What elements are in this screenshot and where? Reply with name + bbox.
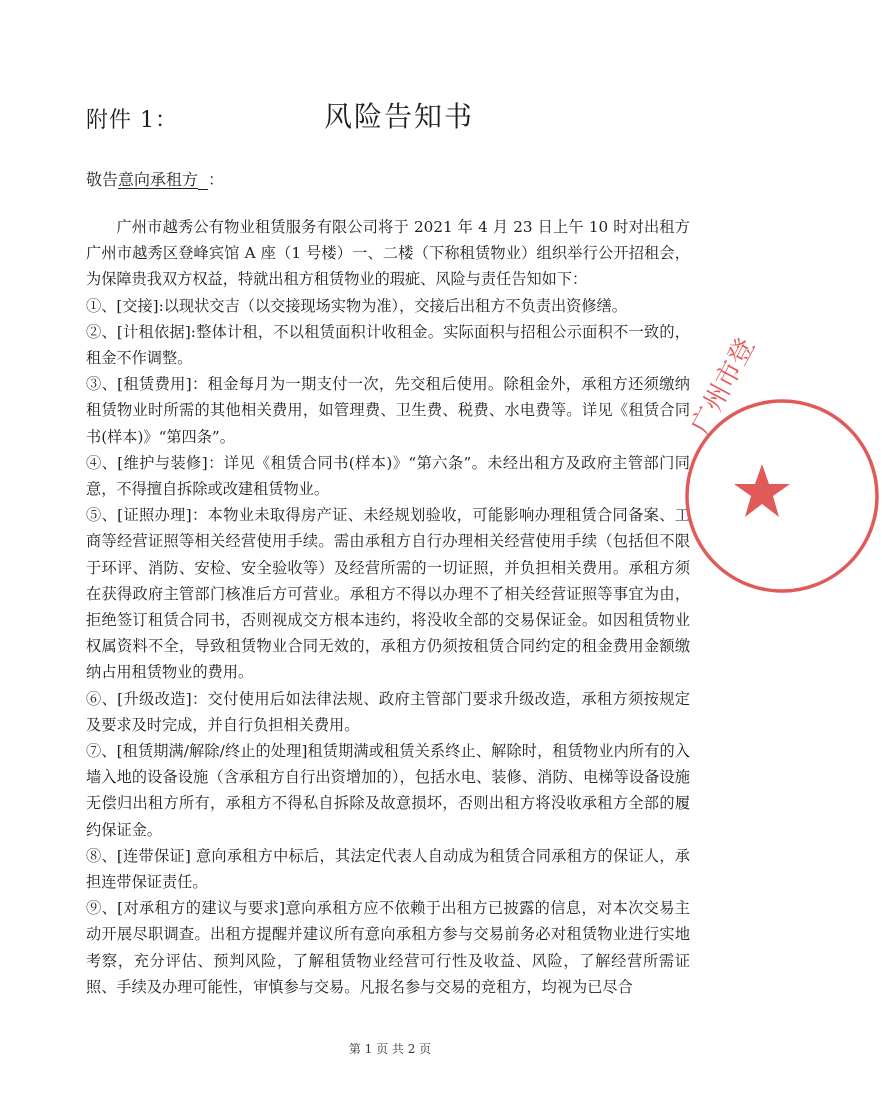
clause-licensing: ⑤、[证照办理]：本物业未取得房产证、未经规划验收，可能影响办理租赁合同备案、工商等经营证照等相关经营使用手续。需由承租方自行办理相关经营使用手续（包括但不限于环评、消防、安检、安全验收等）及经营所需的一切证照，并负担相关费用。承租方须在获得政府主管部门核准后方可营业。承租方不得以办理不了相关经营证照等事宜为由，拒绝签订租赁合同书，否则视成交方根本违约，将没收全部的交易保证金。如因租赁物业权属资料不全，导致租赁物业合同无效的，承租方仍须按租赁合同约定的租金费用金额缴纳占用租赁物业的费用。 bbox=[86, 506, 690, 682]
page-footer: 第 1 页 共 2 页 bbox=[348, 1042, 432, 1056]
clause-termination: ⑦、[租赁期满/解除/终止的处理]租赁期满或租赁关系终止、解除时，租赁物业内所有的入墙入地的设备设施（含承租方自行出资增加的），包括水电、装修、消防、电梯等设备设施无偿归出租方所有，承租方不得私自拆除及故意损坏，否则出租方将没收承租方全部的履约保证金。 bbox=[86, 742, 690, 839]
clause-upgrade: ⑥、[升级改造]：交付使用后如法律法规、政府主管部门要求升级改造，承租方须按规定及要求及时完成，并自行负担相关费用。 bbox=[86, 689, 690, 734]
clause-handover: ①、[交接]:以现状交吉（以交接现场实物为准），交接后出租方不负责出资修缮。 bbox=[86, 296, 627, 315]
clause-guarantee: ⑧、[连带保证] 意向承租方中标后，其法定代表人自动成为租赁合同承租方的保证人，承担连带保证责任。 bbox=[86, 846, 690, 892]
official-seal bbox=[682, 333, 882, 596]
clause-lease-fees: ③、[租赁费用]：租金每月为一期支付一次，先交租后使用。除租金外，承租方还须缴纳租赁物业时所需的其他相关费用，如管理费、卫生费、税费、水电费等。详见《租赁合同书(样本)》“第四条”。 bbox=[86, 375, 690, 446]
seal-star-icon bbox=[734, 464, 790, 517]
clause-rent-basis: ②、[计租依据]:整体计租，不以租赁面积计收租金。实际面积与招租公示面积不一致的，租金不作调整。 bbox=[86, 322, 690, 368]
intro-paragraph: 广州市越秀公有物业租赁服务有限公司将于 2021 年 4 月 23 日上午 10 时对出租方广州市越秀区登峰宾馆 A 座（1 号楼）一、二楼（下称租赁物业）组织举行公开招租会，为保障贵我双方权益，特就出租方租赁物业的瑕疵、风险与责任告知如下： bbox=[86, 218, 690, 289]
attachment-label: 附件 1： bbox=[86, 108, 178, 133]
salutation-blank bbox=[198, 175, 208, 190]
salutation-colon: ： bbox=[208, 170, 225, 189]
salutation-addressee: 意向承租方 bbox=[118, 170, 199, 189]
notice-body bbox=[86, 214, 690, 1000]
seal-text: 广州市登 bbox=[685, 333, 762, 440]
clause-maintenance: ④、[维护与装修]：详见《租赁合同书(样本)》“第六条”。未经出租方及政府主管部门同意，不得擅自拆除或改建租赁物业。 bbox=[86, 453, 690, 499]
clause-recommendations: ⑨、[对承租方的建议与要求]意向承租方应不依赖于出租方已披露的信息，对本次交易主动开展尽职调查。出租方提醒并建议所有意向承租方参与交易前务必对租赁物业进行实地考察，充分评估、预判风险，了解租赁物业经营可行性及收益、风险，了解经营所需证照、手续及办理可能性，审慎参与交易。凡报名参与交易的竞租方，均视为已尽合 bbox=[86, 899, 690, 996]
salutation bbox=[86, 167, 224, 190]
salutation-prefix: 敬告 bbox=[86, 170, 119, 189]
document-title: 风险告知书 bbox=[324, 100, 475, 133]
